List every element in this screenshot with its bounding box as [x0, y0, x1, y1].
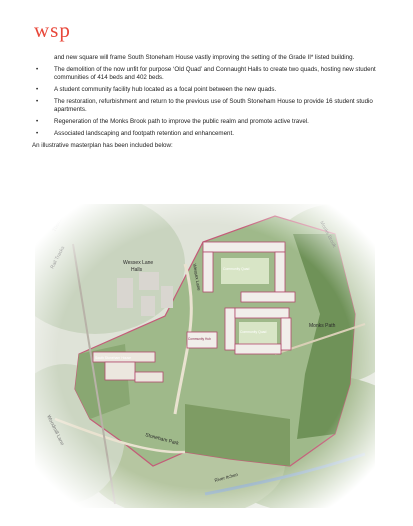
bullet-item: [32, 130, 384, 138]
illustrative-masterplan: [35, 204, 375, 508]
bullet-icon: •: [36, 118, 39, 125]
bullet-icon: •: [36, 86, 39, 94]
vignette-overlay: [35, 204, 375, 508]
bullet-icon: •: [36, 98, 39, 105]
bullet-text: The demolition of the now unfit for purpose ‘Old Quad’ and Connaught Halls to create two quads, hosting new student communities of 414 beds and 402 beds.: [54, 66, 376, 82]
bullet-item: [32, 98, 384, 114]
bullet-list: [32, 66, 384, 138]
bullet-icon: •: [36, 66, 39, 74]
wsp-logo: wsp: [34, 18, 71, 42]
body-text: [32, 54, 384, 150]
continuation-paragraph: and new square will frame South Stoneham House vastly improving the setting of the Grade II* listed building.: [54, 54, 355, 61]
bullet-icon: •: [36, 129, 39, 137]
bullet-item: [32, 66, 384, 82]
bullet-item: [32, 118, 384, 126]
bullet-text: Regeneration of the Monks Brook path to improve the public realm and promote active travel.: [54, 118, 309, 125]
masterplan-intro: An illustrative masterplan has been included below:: [32, 141, 173, 149]
bullet-text: A student community facility hub located as a focal point between the new quads.: [54, 86, 277, 94]
bullet-item: [32, 86, 384, 94]
bullet-text: Associated landscaping and footpath retention and enhancement.: [54, 129, 234, 137]
masterplan-drawing: [35, 204, 375, 508]
bullet-text: The restoration, refurbishment and return to the previous use of South Stoneham House to provide 16 student studio apartments.: [54, 98, 373, 114]
